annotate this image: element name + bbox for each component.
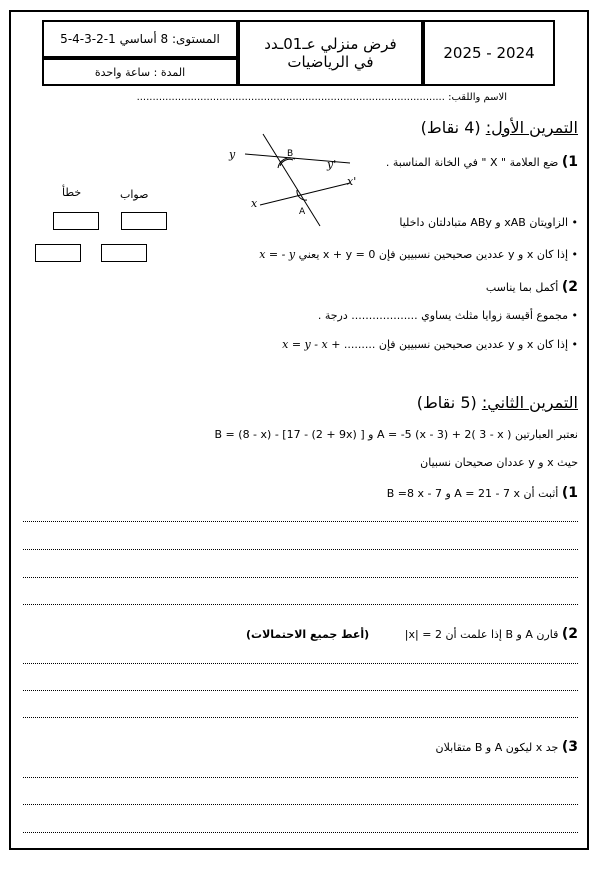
s1-false-box[interactable]: [53, 212, 99, 230]
ex1-points: (4 نقاط): [420, 118, 481, 137]
ex2-where: حيث x و y عددان صحيحان نسبيان: [420, 456, 578, 469]
year-box: [423, 20, 555, 86]
title-box: [238, 20, 423, 86]
s2-true-box[interactable]: [101, 244, 147, 262]
s2-text: إذا كان x و y عددين صحيحين نسبيين فإن 0 = x + y يعني: [298, 248, 568, 261]
ex2-q1: [387, 485, 578, 501]
name-label: الاسم واللقب: .................................................................................................: [136, 92, 507, 103]
ex1-s2: [259, 248, 578, 261]
ex1-q2: [486, 279, 578, 295]
ex2-q1-num: 1): [561, 485, 578, 501]
ex1-q2-text: أكمل بما يناسب: [485, 281, 559, 294]
label-xp: x': [347, 175, 357, 188]
s2-bullet: •: [571, 248, 578, 261]
s2-false-box[interactable]: [35, 244, 81, 262]
ex2-heading: [417, 393, 578, 412]
s2-math: x = - y: [259, 248, 296, 261]
answer-line-8[interactable]: [23, 777, 578, 778]
ex1-heading: [421, 118, 578, 137]
ex1-q2-num: 2): [561, 279, 578, 295]
ex2-q2-text: قارن A و B إذا علمت أن 2 = |x|: [404, 628, 559, 641]
ex2-q1-text: أثبت أن A = 21 - 7 x و B =8 x - 7: [386, 487, 559, 500]
s1-true-box[interactable]: [121, 212, 167, 230]
c2-bullet: •: [571, 338, 578, 351]
ex1-q1-text: ضع العلامة " X " في الخانة المناسبة .: [385, 156, 559, 169]
answer-line-5[interactable]: [23, 663, 578, 664]
c1-bullet: •: [571, 309, 578, 322]
ex2-points: (5 نقاط): [416, 393, 477, 412]
duration-box: [42, 58, 238, 86]
ex2-title: التمرين الثاني:: [481, 393, 578, 412]
answer-line-3[interactable]: [23, 577, 578, 578]
ex1-c2: [282, 338, 578, 351]
year: 2025 - 2024: [443, 44, 535, 62]
label-A: A: [299, 207, 306, 217]
c1-text: مجموع أقيسة زوايا مثلث يساوي ................... درجة .: [317, 309, 568, 322]
title-line2: في الرياضيات: [287, 53, 374, 71]
ex1-q1-num: 1): [561, 154, 578, 170]
answer-line-4[interactable]: [23, 604, 578, 605]
ex2-q3-text: جد x ليكون A و B متقابلان: [435, 741, 559, 754]
title-line1: فرض منزلي عـ01ـدد: [264, 35, 397, 53]
ex1-s1: [399, 216, 578, 229]
col-false-label: خطأ: [62, 186, 82, 199]
ex2-q2-hint: (أعط جميع الاحتمالات): [246, 628, 370, 641]
label-y: y: [229, 148, 236, 161]
c2-math: x = y - x: [282, 338, 328, 351]
angles-figure: [225, 128, 375, 228]
duration: المدة : ساعة واحدة: [94, 65, 186, 79]
ex2-q2: [405, 626, 578, 642]
ex2-intro: نعتبر العبارتين A = -5 (x - 3) + 2( 3 - x ) و B = (8 - x) - [17 - (2 + 9x) ]: [214, 428, 578, 441]
level: المستوى: 8 أساسي 1-2-3-4-5: [60, 32, 220, 46]
label-B: B: [287, 149, 294, 159]
s1-bullet: •: [571, 216, 578, 229]
answer-line-6[interactable]: [23, 690, 578, 691]
answer-line-9[interactable]: [23, 804, 578, 805]
answer-line-1[interactable]: [23, 521, 578, 522]
label-x: x: [251, 197, 258, 210]
answer-line-7[interactable]: [23, 717, 578, 718]
ex1-c1: [318, 309, 578, 322]
line-transversal: [263, 134, 320, 226]
answer-line-10[interactable]: [23, 832, 578, 833]
s1-text: الزاويتان xAB و ABy متبادلتان داخليا: [399, 216, 568, 229]
ex1-title: التمرين الأول:: [485, 118, 578, 137]
answer-line-2[interactable]: [23, 549, 578, 550]
ex2-q2-num: 2): [561, 626, 578, 642]
level-box: [42, 20, 238, 58]
label-yp: y': [327, 158, 337, 171]
ex2-q3-num: 3): [561, 739, 578, 755]
ex2-q3: [436, 739, 578, 755]
ex1-q1: [386, 154, 578, 170]
c2-text: إذا كان x و y عددين صحيحين نسبيين فإن ......... +: [331, 338, 568, 351]
col-true-label: صواب: [120, 188, 149, 201]
